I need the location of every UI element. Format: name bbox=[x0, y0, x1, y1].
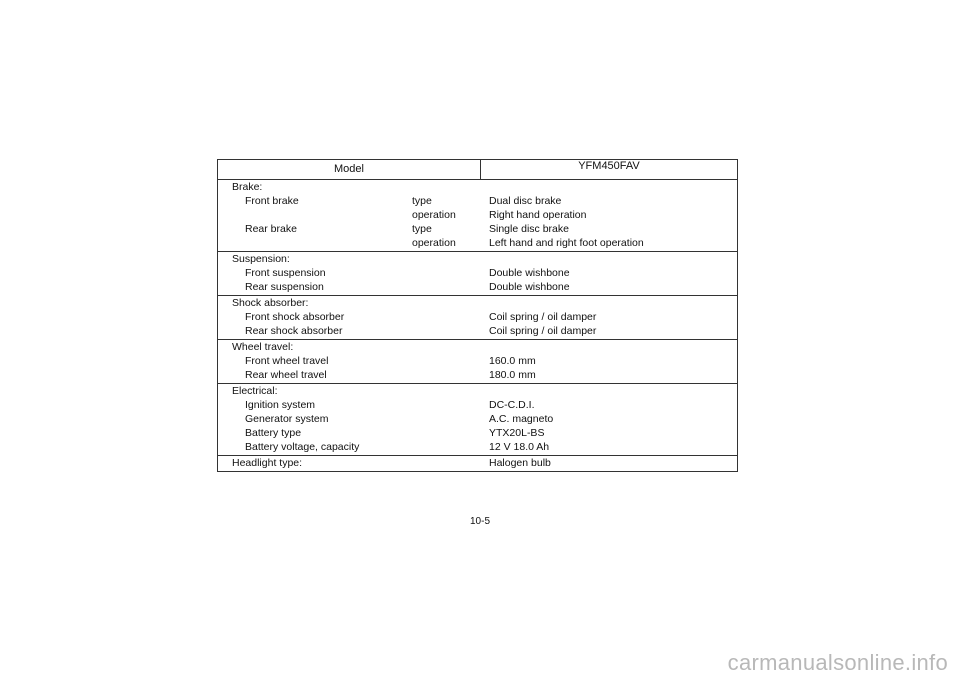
section-value bbox=[478, 384, 737, 398]
spec-row bbox=[218, 324, 737, 338]
spec-label bbox=[218, 236, 398, 250]
header-model-label: Model bbox=[218, 160, 481, 179]
spec-sublabel bbox=[398, 310, 478, 324]
section-title: Electrical: bbox=[232, 385, 278, 397]
spec-value: Double wishbone bbox=[489, 281, 570, 293]
section-title-spacer bbox=[398, 296, 478, 310]
spec-sublabel: type bbox=[412, 195, 432, 207]
spec-label: Rear shock absorber bbox=[245, 325, 343, 337]
section-title: Suspension: bbox=[232, 253, 290, 265]
section-title-row bbox=[218, 180, 737, 194]
section-title-row bbox=[218, 296, 737, 310]
spec-label: Front wheel travel bbox=[245, 355, 329, 367]
spec-sublabel: type bbox=[412, 223, 432, 235]
spec-label: Generator system bbox=[245, 413, 329, 425]
spec-label: Battery type bbox=[245, 427, 302, 439]
spec-label: Front suspension bbox=[245, 267, 326, 279]
spec-row bbox=[218, 266, 737, 280]
watermark: carmanualsonline.info bbox=[727, 650, 948, 675]
spec-value: 12 V 18.0 Ah bbox=[489, 441, 550, 453]
spec-label: Front shock absorber bbox=[245, 311, 345, 323]
spec-label: Rear brake bbox=[245, 223, 297, 235]
spec-sublabel bbox=[398, 354, 478, 368]
spec-row bbox=[218, 222, 737, 236]
table-body bbox=[218, 180, 737, 472]
spec-value: Right hand operation bbox=[489, 209, 587, 221]
section-title-row bbox=[218, 456, 737, 470]
spec-row bbox=[218, 194, 737, 208]
spec-row bbox=[218, 440, 737, 454]
spec-section bbox=[218, 384, 737, 456]
spec-value: Coil spring / oil damper bbox=[489, 311, 597, 323]
spec-sublabel: operation bbox=[412, 209, 456, 221]
spec-sublabel bbox=[398, 368, 478, 382]
section-value bbox=[478, 252, 737, 266]
section-value bbox=[478, 296, 737, 310]
section-title: Shock absorber: bbox=[232, 297, 309, 309]
spec-label: Battery voltage, capacity bbox=[245, 441, 360, 453]
section-title-row bbox=[218, 340, 737, 354]
section-title-spacer bbox=[398, 384, 478, 398]
spec-row bbox=[218, 398, 737, 412]
spec-value: 160.0 mm bbox=[489, 355, 536, 367]
spec-section bbox=[218, 180, 737, 252]
spec-table bbox=[217, 159, 738, 472]
section-title-spacer bbox=[398, 252, 478, 266]
spec-value: YTX20L-BS bbox=[489, 427, 545, 439]
spec-value: Dual disc brake bbox=[489, 195, 562, 207]
spec-row bbox=[218, 280, 737, 294]
spec-sublabel bbox=[398, 412, 478, 426]
spec-value: A.C. magneto bbox=[489, 413, 554, 425]
spec-section bbox=[218, 296, 737, 340]
section-title-spacer bbox=[398, 456, 478, 470]
section-value bbox=[478, 180, 737, 194]
section-title-row bbox=[218, 384, 737, 398]
section-title: Wheel travel: bbox=[232, 341, 294, 353]
section-value: Halogen bulb bbox=[489, 457, 551, 469]
header-model-value: YFM450FAV bbox=[578, 160, 640, 172]
section-title: Headlight type: bbox=[232, 457, 303, 469]
spec-row bbox=[218, 426, 737, 440]
section-title: Brake: bbox=[232, 181, 263, 193]
spec-sublabel bbox=[398, 426, 478, 440]
spec-row bbox=[218, 236, 737, 250]
page-number: 10-5 bbox=[469, 516, 490, 527]
table-header bbox=[218, 160, 737, 180]
section-value bbox=[478, 340, 737, 354]
spec-row bbox=[218, 354, 737, 368]
spec-sublabel bbox=[398, 266, 478, 280]
spec-sublabel: operation bbox=[412, 237, 456, 249]
spec-sublabel bbox=[398, 324, 478, 338]
spec-row bbox=[218, 208, 737, 222]
spec-row bbox=[218, 412, 737, 426]
spec-label: Front brake bbox=[245, 195, 299, 207]
spec-value: 180.0 mm bbox=[489, 369, 536, 381]
spec-row bbox=[218, 310, 737, 324]
spec-section bbox=[218, 456, 737, 472]
section-title-spacer bbox=[398, 340, 478, 354]
spec-value: Double wishbone bbox=[489, 267, 570, 279]
spec-value: Coil spring / oil damper bbox=[489, 325, 597, 337]
spec-value: DC-C.D.I. bbox=[489, 399, 535, 411]
spec-label: Rear wheel travel bbox=[245, 369, 327, 381]
spec-section bbox=[218, 252, 737, 296]
spec-section bbox=[218, 340, 737, 384]
spec-value: Single disc brake bbox=[489, 223, 569, 235]
spec-sublabel bbox=[398, 440, 478, 454]
spec-sublabel bbox=[398, 280, 478, 294]
spec-row bbox=[218, 368, 737, 382]
spec-value: Left hand and right foot operation bbox=[489, 237, 644, 249]
section-title-row bbox=[218, 252, 737, 266]
section-title-spacer bbox=[398, 180, 478, 194]
spec-sublabel bbox=[398, 398, 478, 412]
spec-label: Rear suspension bbox=[245, 281, 324, 293]
spec-label bbox=[218, 208, 398, 222]
spec-label: Ignition system bbox=[245, 399, 316, 411]
